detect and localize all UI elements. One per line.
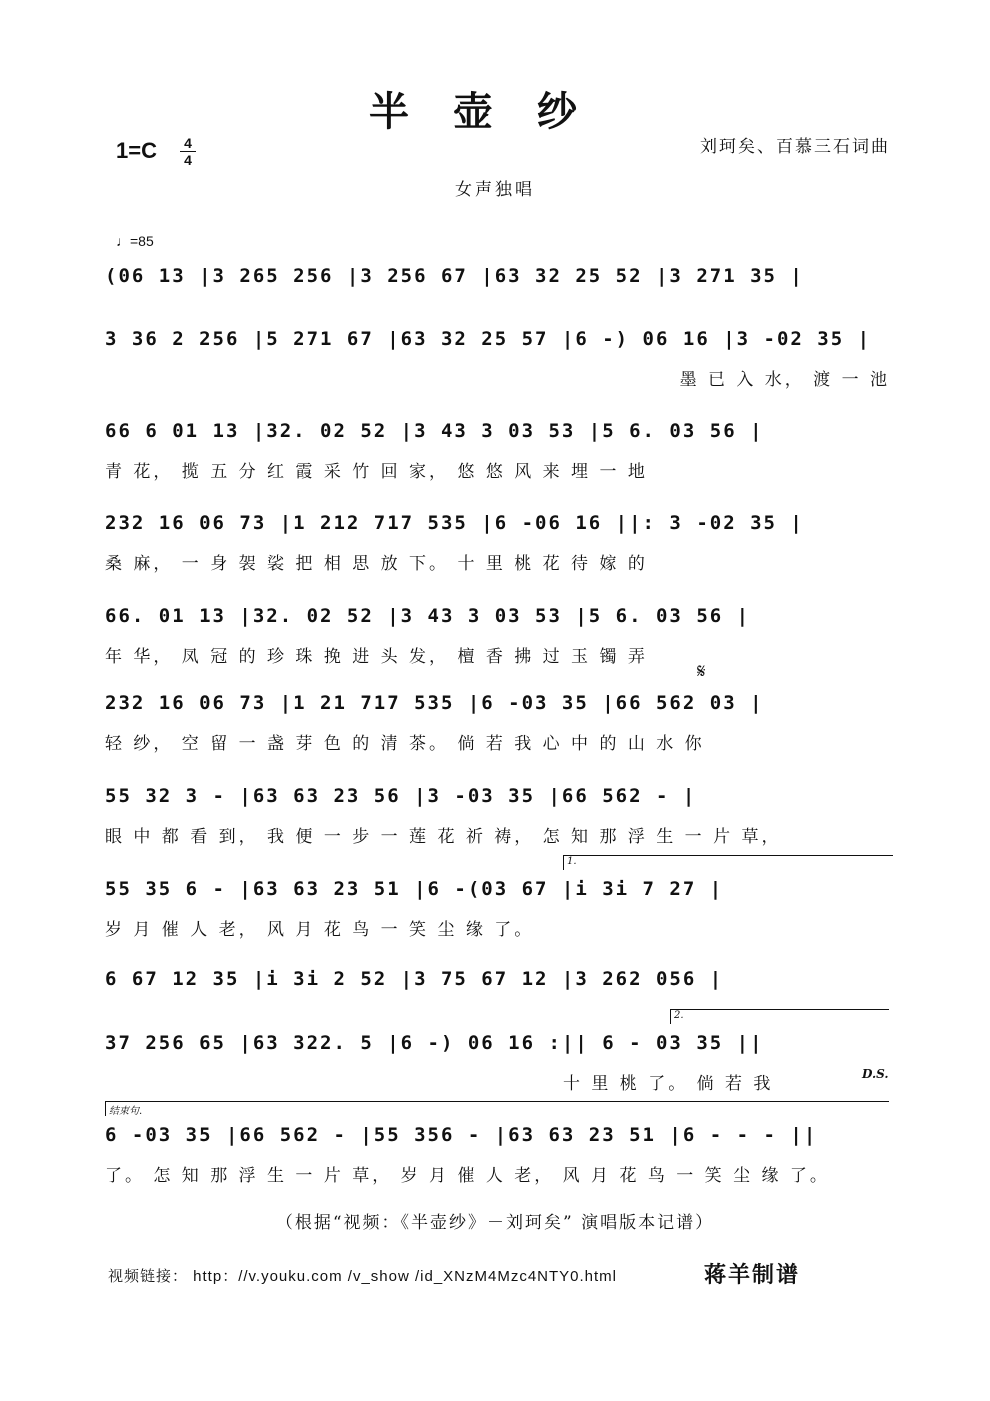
notes-row-5: 66. 01 13 |32. 02 52 |3 43 3 03 53 |5 6. 03 56 | — [105, 605, 751, 627]
composer-credit: 刘珂矣、百慕三石词曲 — [700, 137, 890, 157]
time-signature-bottom: 4 — [184, 152, 192, 168]
notes-row-11: 6 -03 35 |66 562 - |55 356 - |63 63 23 51 |6 - - - || — [105, 1124, 818, 1146]
lyrics-row-5: 年 华， 凤 冠 的 珍 珠 挽 进 头 发， 檀 香 拂 过 玉 镯 弄 — [105, 647, 648, 667]
notes-row-7: 55 32 3 - |63 63 23 56 |3 -03 35 |66 562 - | — [105, 785, 697, 807]
notes-row-3: 66 6 01 13 |32. 02 52 |3 43 3 03 53 |5 6. 03 56 | — [105, 420, 764, 442]
segno-mark: 𝄋 — [697, 659, 706, 683]
dal-segno-mark: D.S. — [862, 1067, 889, 1081]
notes-row-6: 232 16 06 73 |1 21 717 535 |6 -03 35 |66 562 03 | — [105, 692, 764, 714]
lyrics-row-6: 轻 纱， 空 留 一 盏 芽 色 的 清 茶。 倘 若 我 心 中 的 山 水 你 — [105, 734, 705, 754]
notes-row-9: 6 67 12 35 |i 3i 2 52 |3 75 67 12 |3 262 056 | — [105, 968, 724, 990]
source-note: （根据“视频：《半壶纱》－刘珂矣” 演唱版本记谱） — [275, 1213, 715, 1233]
ending-bracket: 结束句. — [105, 1101, 889, 1116]
song-title: 半壶纱 — [369, 88, 621, 135]
performance-type: 女声独唱 — [455, 180, 535, 200]
notes-row-2: 3 36 2 256 |5 271 67 |63 32 25 57 |6 -) 06 16 |3 -02 35 | — [105, 328, 872, 350]
key-signature: 1=C — [116, 138, 157, 163]
time-signature — [180, 136, 196, 167]
volta-1: 1. — [563, 855, 893, 870]
notes-row-4: 232 16 06 73 |1 212 717 535 |6 -06 16 ||: 3 -02 35 | — [105, 512, 804, 534]
video-link[interactable]: 视频链接： http：//v.youku.com /v_show /id_XNzM4Mzc4NTY0.html — [108, 1268, 618, 1285]
lyrics-row-7: 眼 中 都 看 到， 我 便 一 步 一 莲 花 祈 祷， 怎 知 那 浮 生 一 片 草， — [105, 827, 782, 847]
lyrics-row-3: 青 花， 揽 五 分 红 霞 采 竹 回 家， 悠 悠 风 来 埋 一 地 — [105, 462, 648, 482]
lyrics-row-11: 了。 怎 知 那 浮 生 一 片 草， 岁 月 催 人 老， 风 月 花 鸟 一 笑 尘 缘 了。 — [105, 1166, 830, 1186]
time-signature-top: 4 — [184, 135, 192, 151]
lyrics-row-4: 桑 麻， 一 身 袈 裟 把 相 思 放 下。 十 里 桃 花 待 嫁 的 — [105, 554, 648, 574]
notes-row-8: 55 35 6 - |63 63 23 51 |6 -(03 67 |i 3i 7 27 | — [105, 878, 724, 900]
notes-row-1: (06 13 |3 265 256 |3 256 67 |63 32 25 52 |3 271 35 | — [105, 265, 804, 287]
tempo-marking: ♩=85 — [116, 233, 154, 249]
lyrics-row-2: 墨 已 入 水， 渡 一 池 — [679, 370, 890, 390]
notes-row-10: 37 256 65 |63 322. 5 |6 -) 06 16 :|| 6 - 03 35 || — [105, 1032, 764, 1054]
volta-2: 2. — [670, 1009, 889, 1024]
lyrics-row-10: 十 里 桃 了。 倘 若 我 — [563, 1074, 774, 1094]
brand-signature: 蒋羊制谱 — [704, 1262, 801, 1288]
lyrics-row-8: 岁 月 催 人 老， 风 月 花 鸟 一 笑 尘 缘 了。 — [105, 920, 535, 940]
